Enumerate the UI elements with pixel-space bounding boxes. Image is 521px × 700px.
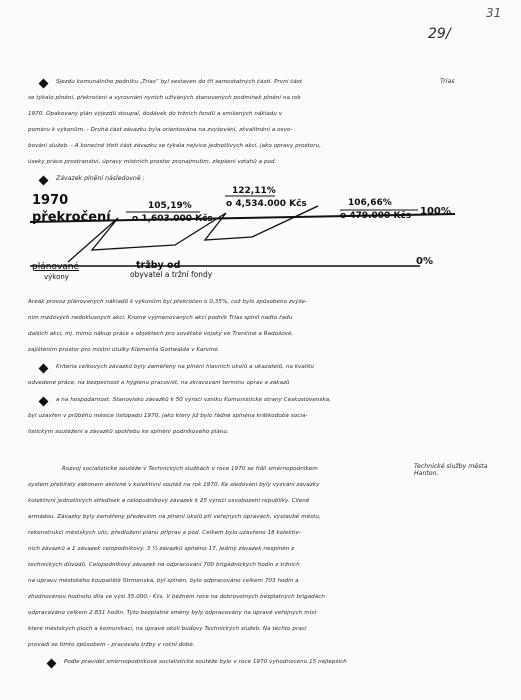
chart-point-amount: o 1,603.000 Kčs [132, 214, 213, 224]
paragraph-line: se týkalo plnění, překročení a vyrovnání nyních užíváných stanovených podmínek plnění na rok [28, 95, 301, 101]
paragraph-line: ních závazků a 1 závazek celopodnikový. 3 ½ závazků splněno 17, jediný závazek nesplněn z [28, 546, 295, 552]
chart-point-pct: 106,66% [348, 198, 392, 208]
chart-hundred-pct: 100% [420, 206, 451, 217]
paragraph-line: bování služeb. - A konečně třetí část závazku se týkala nejvíce jednotlivých akcí, jako opravy prostoru, [28, 143, 322, 149]
paragraph-line: Kritéria celkových závazků byly zaměřeny na plnění hlavních úkolů a ukazatelů, na kvalitu [56, 364, 314, 370]
paragraph-line: listickým soutěžení a závazků spotřebu ke splnění podnikového plánu. [28, 429, 229, 435]
paragraph-line: Rozvoj socialistické soutěže v Technických službách v roce 1970 se řídil směrnopodnikem [62, 466, 318, 472]
paragraph-line: Podle pravidel směrnopodnikové socialistické soutěže bylo v roce 1970 vyhodnoceno 15 nejlepších [64, 659, 347, 665]
paragraph-line: na úpravu městského koupaliště Strmenská, byl splněn, bylo odpracováno celkem 703 hodin a [28, 578, 299, 584]
page-corner-number: 31 [486, 6, 502, 20]
paragraph-line: odvedené práce, na bezpečnost a hygienu pracovišť, na zkracování termínu oprav a zákazů [28, 380, 290, 386]
chart-zero-pct: 0% [416, 256, 433, 267]
paragraph-line: dalších akcí, mj. mimo nákup práce s objektech pro sovětské vojsky ve Trenčíně a Radošově, [28, 331, 294, 337]
paragraph-line: Aréák provoz plánovaných nákladů k výkonům byl překročen o 0,35%, což bylo způsobeno zvýše- [28, 299, 308, 305]
chart-label-over: překročení [32, 210, 111, 225]
chart-point-amount: o 4,534.000 Kčs [226, 199, 307, 209]
paragraph-line: rekonstrukci městských ulic, předložení plánu příprav a pod. Celkem bylo uzavřeno 18 kolektiv- [28, 530, 301, 536]
chart-point-pct: 122,11% [232, 186, 276, 196]
paragraph-line: poměru k výkonům. - Druhá část závazku byla orientována na zvyšování, zkvalitnění a osvo- [28, 127, 293, 133]
chart-label-plan-sub: výkony [44, 273, 69, 281]
page-number: 29/ [428, 26, 451, 42]
paragraph-line: zajištěním prostor pro místní útulky Klementa Gottwalda v Karviné. [28, 347, 220, 353]
paragraph-line: systém přebíraly zákonem aktivně v kolektivní soutěž na rok 1970. Ke sledování byly vyzváni závazky [28, 482, 320, 488]
paragraph-line: kolektivní jednotlivých středisek a celopodnikový závazek k 25 výročí osvobození republiky. Cíleně [28, 498, 310, 504]
margin-note: Trias [440, 78, 455, 85]
paragraph-line: 1970. Opakovaný plán výjezdů stoupal, dodávek do tržních fondů a smíšených nákladu v [28, 111, 283, 117]
chart-year: 1970 [32, 193, 69, 208]
chart-label-plan: plánované [32, 262, 80, 272]
paragraph-line: provádí se tímto způsobem - pracovalo tržby v roční době. [28, 642, 195, 648]
paragraph-line: které městských ploch a komunikací, na úpravě okolí budovy Technických služeb. Na těchto prací [28, 626, 307, 632]
paragraph-line: technických důvodů. Celopodnikový závazek na odpracování 700 brigádnických hodin z tržních [28, 562, 300, 568]
paragraph-line: odpracováno celkem 2.831 hodin. Tyto bezplatné směny byly odpracovány na úpravě veřejných míst [28, 610, 317, 616]
paragraph-line: byl uzavřen v průběhu měsíce listopadu 1970, jako který již bylo řádně splněna krátkodobá socia- [28, 413, 308, 419]
section-heading: Závazek plnění následovně : [56, 175, 145, 182]
margin-note: Technické služby města Hanton. [414, 463, 488, 477]
chart-point-amount: o 479.000 Kčs [340, 211, 412, 221]
paragraph-line: ním mzdových nedoklusných akcí. Kromě vyjmenovaných akcí podnik Trias splnil nadto řadu [28, 315, 293, 321]
paragraph-line: úseky práce prostranství, úpravy místních prostor pronajmutím, zlepšení vztahů a pod. [28, 159, 277, 165]
paragraph-line: zhodnocenou hodnotu díla ve výši 35.000,- Kčs. V běžném roce na dobrovolných bezplatných brigádách [28, 594, 325, 600]
chart-point-pct: 105,19% [148, 201, 192, 211]
paragraph-line: armádou. Závazky byly zaměřeny především na plnění úkolů při veřejných úpravách, výstavbě městu, [28, 514, 321, 520]
paragraph-line: Sjezdu komunálního podniku „Trias“ byl sestaven do tří samostatných částí. První část [56, 79, 303, 85]
paragraph-line: a na hospodárnost. Stanovisko závazků k 50 výročí vzniku Komunistické strany Československa, [56, 397, 331, 403]
chart-label-trzby: tržby od [136, 260, 181, 271]
chart-label-trzby-sub: obyvatel a tržní fondy [130, 270, 213, 279]
